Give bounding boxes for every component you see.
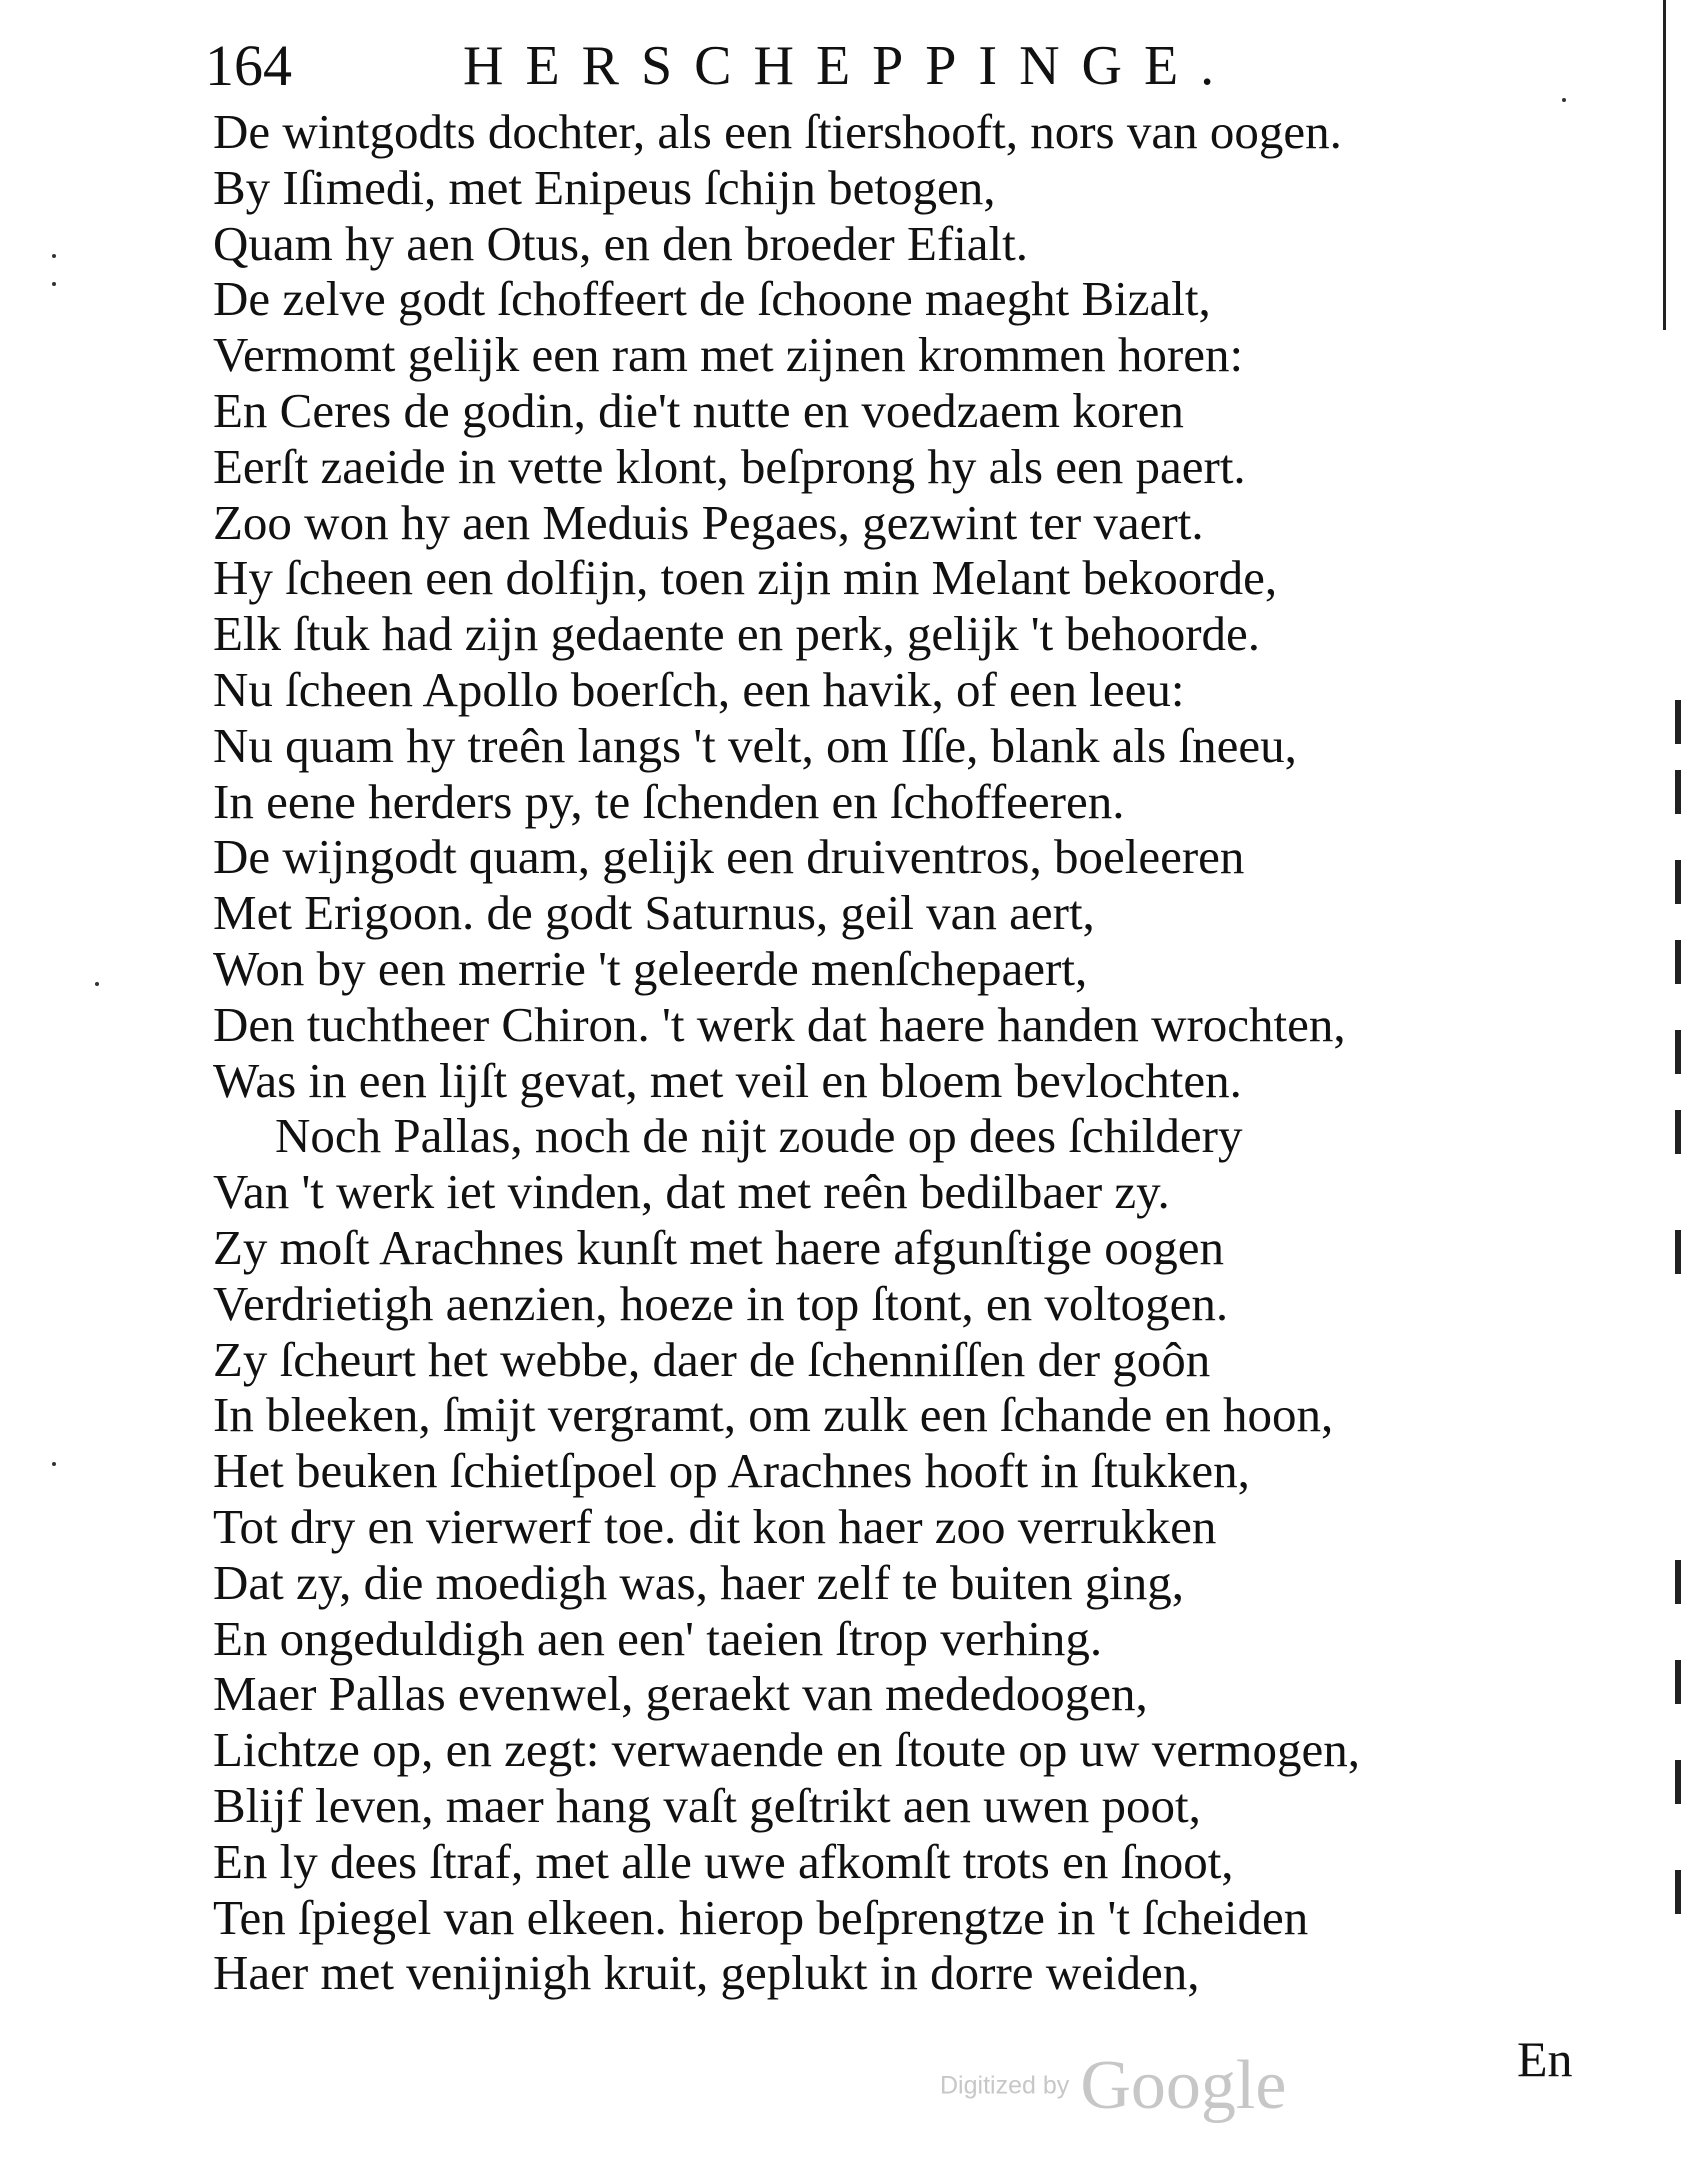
poem-line: De wijngodt quam, gelijk een druiventros, boeleeren: [213, 829, 1245, 885]
poem-line-stanza-start: Noch Pallas, noch de nijt zoude op dees ſchildery: [275, 1108, 1243, 1164]
page-edge-rule: [1663, 0, 1666, 330]
google-logo: Google: [1080, 2047, 1287, 2124]
poem-line: En Ceres de godin, die't nutte en voedzaem koren: [213, 382, 1184, 438]
edge-mark: [1675, 1110, 1681, 1154]
edge-mark: [1675, 940, 1681, 984]
poem-line: Elk ſtuk had zijn gedaente en perk, gelijk 't behoorde.: [213, 606, 1261, 662]
poem-line: De wintgodts dochter, als een ſtiershooft, nors van oogen.: [213, 104, 1342, 159]
poem-line: En ly dees ſtraf, met alle uwe afkomſt trots en ſnoot,: [213, 1833, 1234, 1889]
edge-mark: [1675, 700, 1681, 744]
poem-line: Zy moſt Arachnes kunſt met haere afgunſtige oogen: [213, 1219, 1225, 1275]
paper-speck: [52, 254, 56, 258]
poem-line: En ongeduldigh aen een' taeien ſtrop verhing.: [213, 1610, 1103, 1666]
poem-line: Ten ſpiegel van elkeen. hierop beſprengtze in 't ſcheiden: [213, 1889, 1309, 1945]
edge-mark: [1675, 770, 1681, 814]
digitized-by-label: Digitized by: [940, 2071, 1070, 2100]
poem-line: Quam hy aen Otus, en den broeder Efialt.: [213, 215, 1029, 271]
edge-mark: [1675, 1870, 1681, 1914]
paper-speck: [52, 282, 56, 286]
poem-line: Nu quam hy treên langs 't velt, om Iſſe, blank als ſneeu,: [213, 717, 1297, 773]
running-head: [205, 26, 1345, 106]
poem-text: [213, 104, 1613, 2001]
catchword: En: [1517, 2031, 1573, 2087]
edge-mark: [1675, 1030, 1681, 1074]
poem-line: Won by een merrie 't geleerde menſchepaert,: [213, 940, 1088, 996]
page-number: 164: [205, 33, 292, 98]
poem-line: Blijf leven, maer hang vaſt geſtrikt aen uwen poot,: [213, 1777, 1201, 1833]
paper-speck: [52, 1462, 56, 1466]
page-title: HERSCHEPPINGE.: [463, 35, 1237, 97]
poem-line: Het beuken ſchietſpoel op Arachnes hooft in ſtukken,: [213, 1443, 1250, 1499]
poem-line: In bleeken, ſmijt vergramt, om zulk een ſchande en hoon,: [213, 1387, 1334, 1443]
poem-line: Zoo won hy aen Meduis Pegaes, gezwint ter vaert.: [213, 494, 1204, 550]
edge-mark: [1675, 1760, 1681, 1804]
poem-line: In eene herders py, te ſchenden en ſchoffeeren.: [213, 773, 1125, 829]
poem-line: Van 't werk iet vinden, dat met reên bedilbaer zy.: [213, 1164, 1170, 1220]
poem-line: Vermomt gelijk een ram met zijnen krommen horen:: [213, 327, 1244, 383]
poem-line: By Iſimedi, met Enipeus ſchijn betogen,: [213, 159, 996, 215]
poem-line: Den tuchtheer Chiron. 't werk dat haere handen wrochten,: [213, 996, 1346, 1052]
edge-mark: [1675, 860, 1681, 904]
edge-mark: [1675, 1660, 1681, 1704]
poem-line: Dat zy, die moedigh was, haer zelf te buiten ging,: [213, 1554, 1185, 1610]
poem-line: Zy ſcheurt het webbe, daer de ſchenniſſen der goôn: [213, 1331, 1211, 1387]
poem-line: Lichtze op, en zegt: verwaende en ſtoute op uw vermogen,: [213, 1722, 1360, 1778]
edge-mark: [1675, 1560, 1681, 1604]
poem-line: De zelve godt ſchoffeert de ſchoone maeght Bizalt,: [213, 271, 1211, 327]
paper-speck: [1562, 98, 1566, 102]
poem-line: Was in een lijſt gevat, met veil en bloem bevlochten.: [213, 1052, 1242, 1108]
digitized-by-google-watermark: [940, 2046, 1287, 2124]
poem-line: Hy ſcheen een dolfijn, toen zijn min Melant bekoorde,: [213, 550, 1278, 606]
poem-line: Maer Pallas evenwel, geraekt van mededoogen,: [213, 1666, 1148, 1722]
poem-line: Haer met venijnigh kruit, geplukt in dorre weiden,: [213, 1945, 1200, 2001]
poem-line: Verdrietigh aenzien, hoeze in top ſtont, en voltogen.: [213, 1275, 1229, 1331]
poem-line: Eerſt zaeide in vette klont, beſprong hy als een paert.: [213, 438, 1246, 494]
paper-speck: [95, 982, 99, 986]
edge-mark: [1675, 1230, 1681, 1274]
poem-line: Nu ſcheen Apollo boerſch, een havik, of een leeu:: [213, 661, 1185, 717]
poem-line: Met Erigoon. de godt Saturnus, geil van aert,: [213, 885, 1095, 941]
poem-line: Tot dry en vierwerf toe. dit kon haer zoo verrukken: [213, 1498, 1217, 1554]
